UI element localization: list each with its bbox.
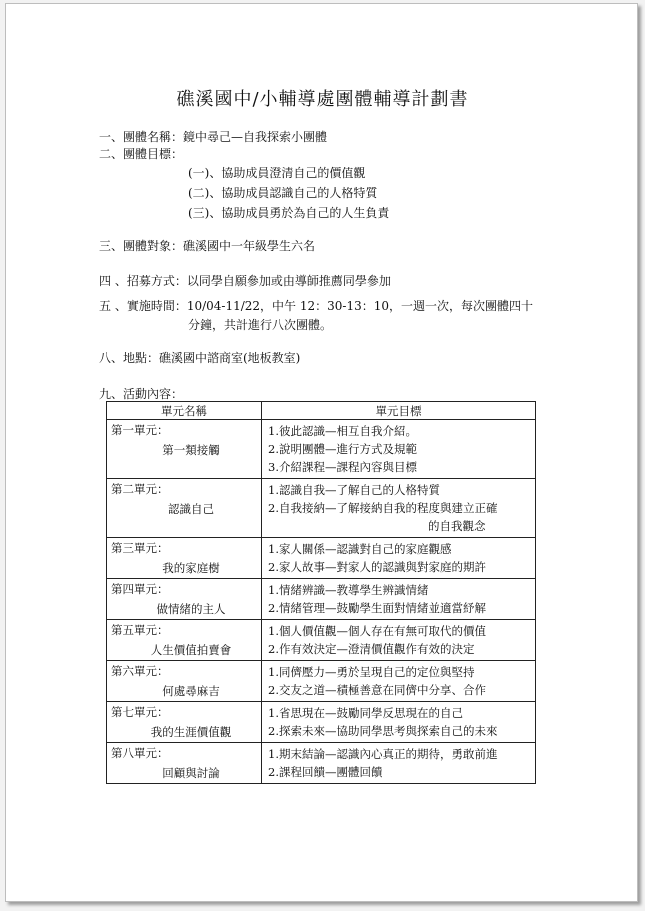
unit-goal: 2.交友之道—積極善意在同儕中分享、合作 [268,683,486,697]
table-row [107,538,536,579]
unit-label: 第八單元： [111,746,169,760]
goals-cell [262,579,536,620]
table-row [107,479,536,538]
header-unit-name: 單元名稱 [107,402,262,420]
unit-goal: 2.家人故事—對家人的認識與對家庭的期許 [268,560,486,574]
unit-goal: 1.認識自我—了解自己的人格特質 [268,483,440,497]
activities-table [106,401,536,784]
unit-cell [107,579,262,620]
goals-cell [262,743,536,784]
unit-goal: 1.期末結論—認識內心真正的期待，勇敢前進 [268,747,498,761]
group-name: 一、團體名稱：鏡中尋己—自我探索小團體 [99,130,328,144]
unit-goal: 2.情緒管理—鼓勵學生面對情緒並適當紓解 [268,601,486,615]
objective-item: (二)、協助成員認識自己的人格特質 [188,186,378,200]
activities-heading: 九、活動內容： [99,387,184,401]
objective-item: (一)、協助成員澄清自己的價值觀 [188,166,366,180]
unit-cell [107,620,262,661]
unit-goal: 1.省思現在—鼓勵同學反思現在的自己 [268,706,463,720]
unit-label: 第四單元： [111,582,169,596]
unit-cell [107,702,262,743]
unit-name: 我的生涯價值觀 [150,725,232,739]
unit-label: 第六單元： [111,664,169,678]
unit-name: 我的家庭樹 [162,561,220,575]
unit-cell [107,479,262,538]
unit-goal: 1.家人關係—認識對自己的家庭觀感 [268,542,452,556]
target-audience: 三、團體對象：礁溪國中一年級學生六名 [99,239,316,253]
unit-name: 回顧與討論 [162,766,220,780]
unit-name: 何處尋麻吉 [162,684,220,698]
table-row [107,620,536,661]
unit-cell [107,538,262,579]
unit-label: 第三單元： [111,541,169,555]
unit-cell [107,743,262,784]
unit-goal: 1.同儕壓力—勇於呈現自己的定位與堅持 [268,665,475,679]
unit-label: 第五單元： [111,623,169,637]
unit-cell [107,661,262,702]
goals-cell [262,538,536,579]
unit-goal: 2.作有效決定—澄清價值觀作有效的決定 [268,642,475,656]
page-title: 礁溪國中/小輔導處團體輔導計劃書 [176,89,469,110]
unit-name: 認識自己 [168,502,214,516]
location: 八、地點：礁溪國中諮商室(地板教室) [99,351,301,365]
goals-cell [262,702,536,743]
table-row [107,420,536,479]
unit-goal: 2.課程回饋—團體回饋 [268,765,383,779]
table-row [107,743,536,784]
objectives-heading: 二、團體目標： [99,147,184,161]
goals-cell [262,420,536,479]
unit-goal-continuation: 的自我觀念 [428,519,486,533]
goals-cell [262,620,536,661]
unit-cell [107,420,262,479]
table-row [107,702,536,743]
unit-goal: 2.自我接納—了解接納自我的程度與建立正確 [268,501,498,515]
unit-label: 第一單元： [111,423,169,437]
unit-goal: 1.情緒辨識—教導學生辨識情緒 [268,583,429,597]
unit-name: 人生價值拍賣會 [150,643,232,657]
unit-name: 做情緒的主人 [156,602,226,616]
unit-name: 第一類接觸 [162,443,220,457]
recruitment-method: 四 、招募方式：以同學自願參加或由導師推薦同學參加 [99,274,391,288]
header-unit-goals: 單元目標 [262,402,536,420]
goals-cell [262,479,536,538]
objective-item: (三)、協助成員勇於為自己的人生負責 [188,206,390,220]
schedule-line-1: 五 、實施時間：10/04-11/22，中午 12：30-13：10，一週一次，每次團體四十 [99,299,533,313]
table-row [107,579,536,620]
schedule-line-2: 分鐘，共計進行八次團體。 [188,318,333,332]
table-header-row [107,402,536,420]
unit-goal: 3.介紹課程—課程內容與目標 [268,460,417,474]
unit-goal: 1.個人價值觀—個人存在有無可取代的價值 [268,624,486,638]
table-row [107,661,536,702]
unit-label: 第二單元： [111,482,169,496]
unit-goal: 2.說明團體—進行方式及規範 [268,442,417,456]
unit-goal: 1.彼此認識—相互自我介紹。 [268,424,417,438]
goals-cell [262,661,536,702]
unit-label: 第七單元： [111,705,169,719]
unit-goal: 2.探索未來—協助同學思考與探索自己的未來 [268,724,498,738]
